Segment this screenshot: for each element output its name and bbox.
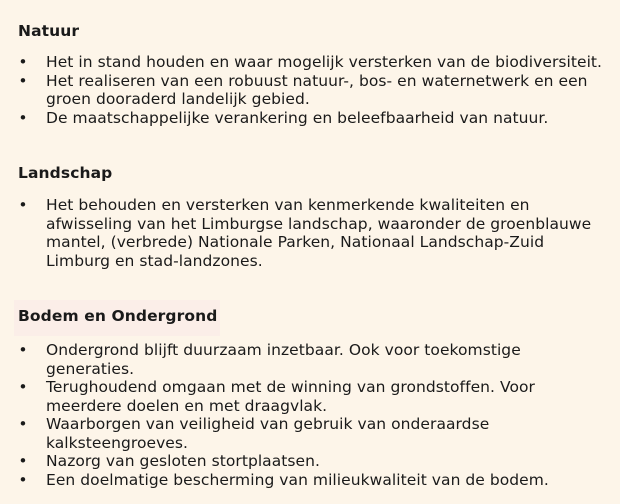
bullet-icon: • [18, 452, 28, 470]
list-item: • De maatschappelijke verankering en beleefbaarheid van natuur. [18, 108, 549, 127]
bullet-icon: • [18, 470, 28, 489]
list-item: • Het behouden en versterken van kenmerkende kwaliteiten en afwisseling van het Limburgse landschap, waaronder de groenblauwe mantel, (verbrede) Nationale Parken, Nationaal Landschap-Zuid Limburg en stad-landzones. [18, 196, 592, 270]
bullet-icon: • [18, 341, 28, 359]
bullet-icon: • [18, 108, 28, 127]
bullet-list-bodem [0, 341, 606, 489]
bullet-icon: • [18, 378, 28, 396]
list-item: • Waarborgen van veiligheid van gebruik van onderaardse kalksteengroeves. [18, 415, 490, 452]
bullet-icon: • [18, 196, 28, 214]
bullet-list-landschap [0, 196, 606, 270]
list-item: • Een doelmatige bescherming van milieukwaliteit van de bodem. [18, 470, 549, 489]
bullet-icon: • [18, 53, 28, 71]
bullet-list-natuur [0, 53, 606, 127]
list-item: • Het realiseren van een robuust natuur-, bos- en waternetwerk en een groen dooraderd landelijk gebied. [18, 71, 588, 108]
list-item: • Nazorg van gesloten stortplaatsen. [18, 452, 320, 470]
bullet-icon: • [18, 415, 28, 433]
bullet-icon: • [18, 71, 28, 90]
list-item: • Terughoudend omgaan met de winning van grondstoffen. Voor meerdere doelen en met draagvlak. [18, 378, 535, 415]
list-item: • Ondergrond blijft duurzaam inzetbaar. Ook voor toekomstige generaties. [18, 341, 521, 378]
list-item: • Het in stand houden en waar mogelijk versterken van de biodiversiteit. [18, 53, 603, 71]
heading-natuur: Natuur [18, 22, 80, 40]
heading-landschap: Landschap [18, 164, 113, 182]
heading-bodem-en-ondergrond: Bodem en Ondergrond [18, 307, 218, 325]
